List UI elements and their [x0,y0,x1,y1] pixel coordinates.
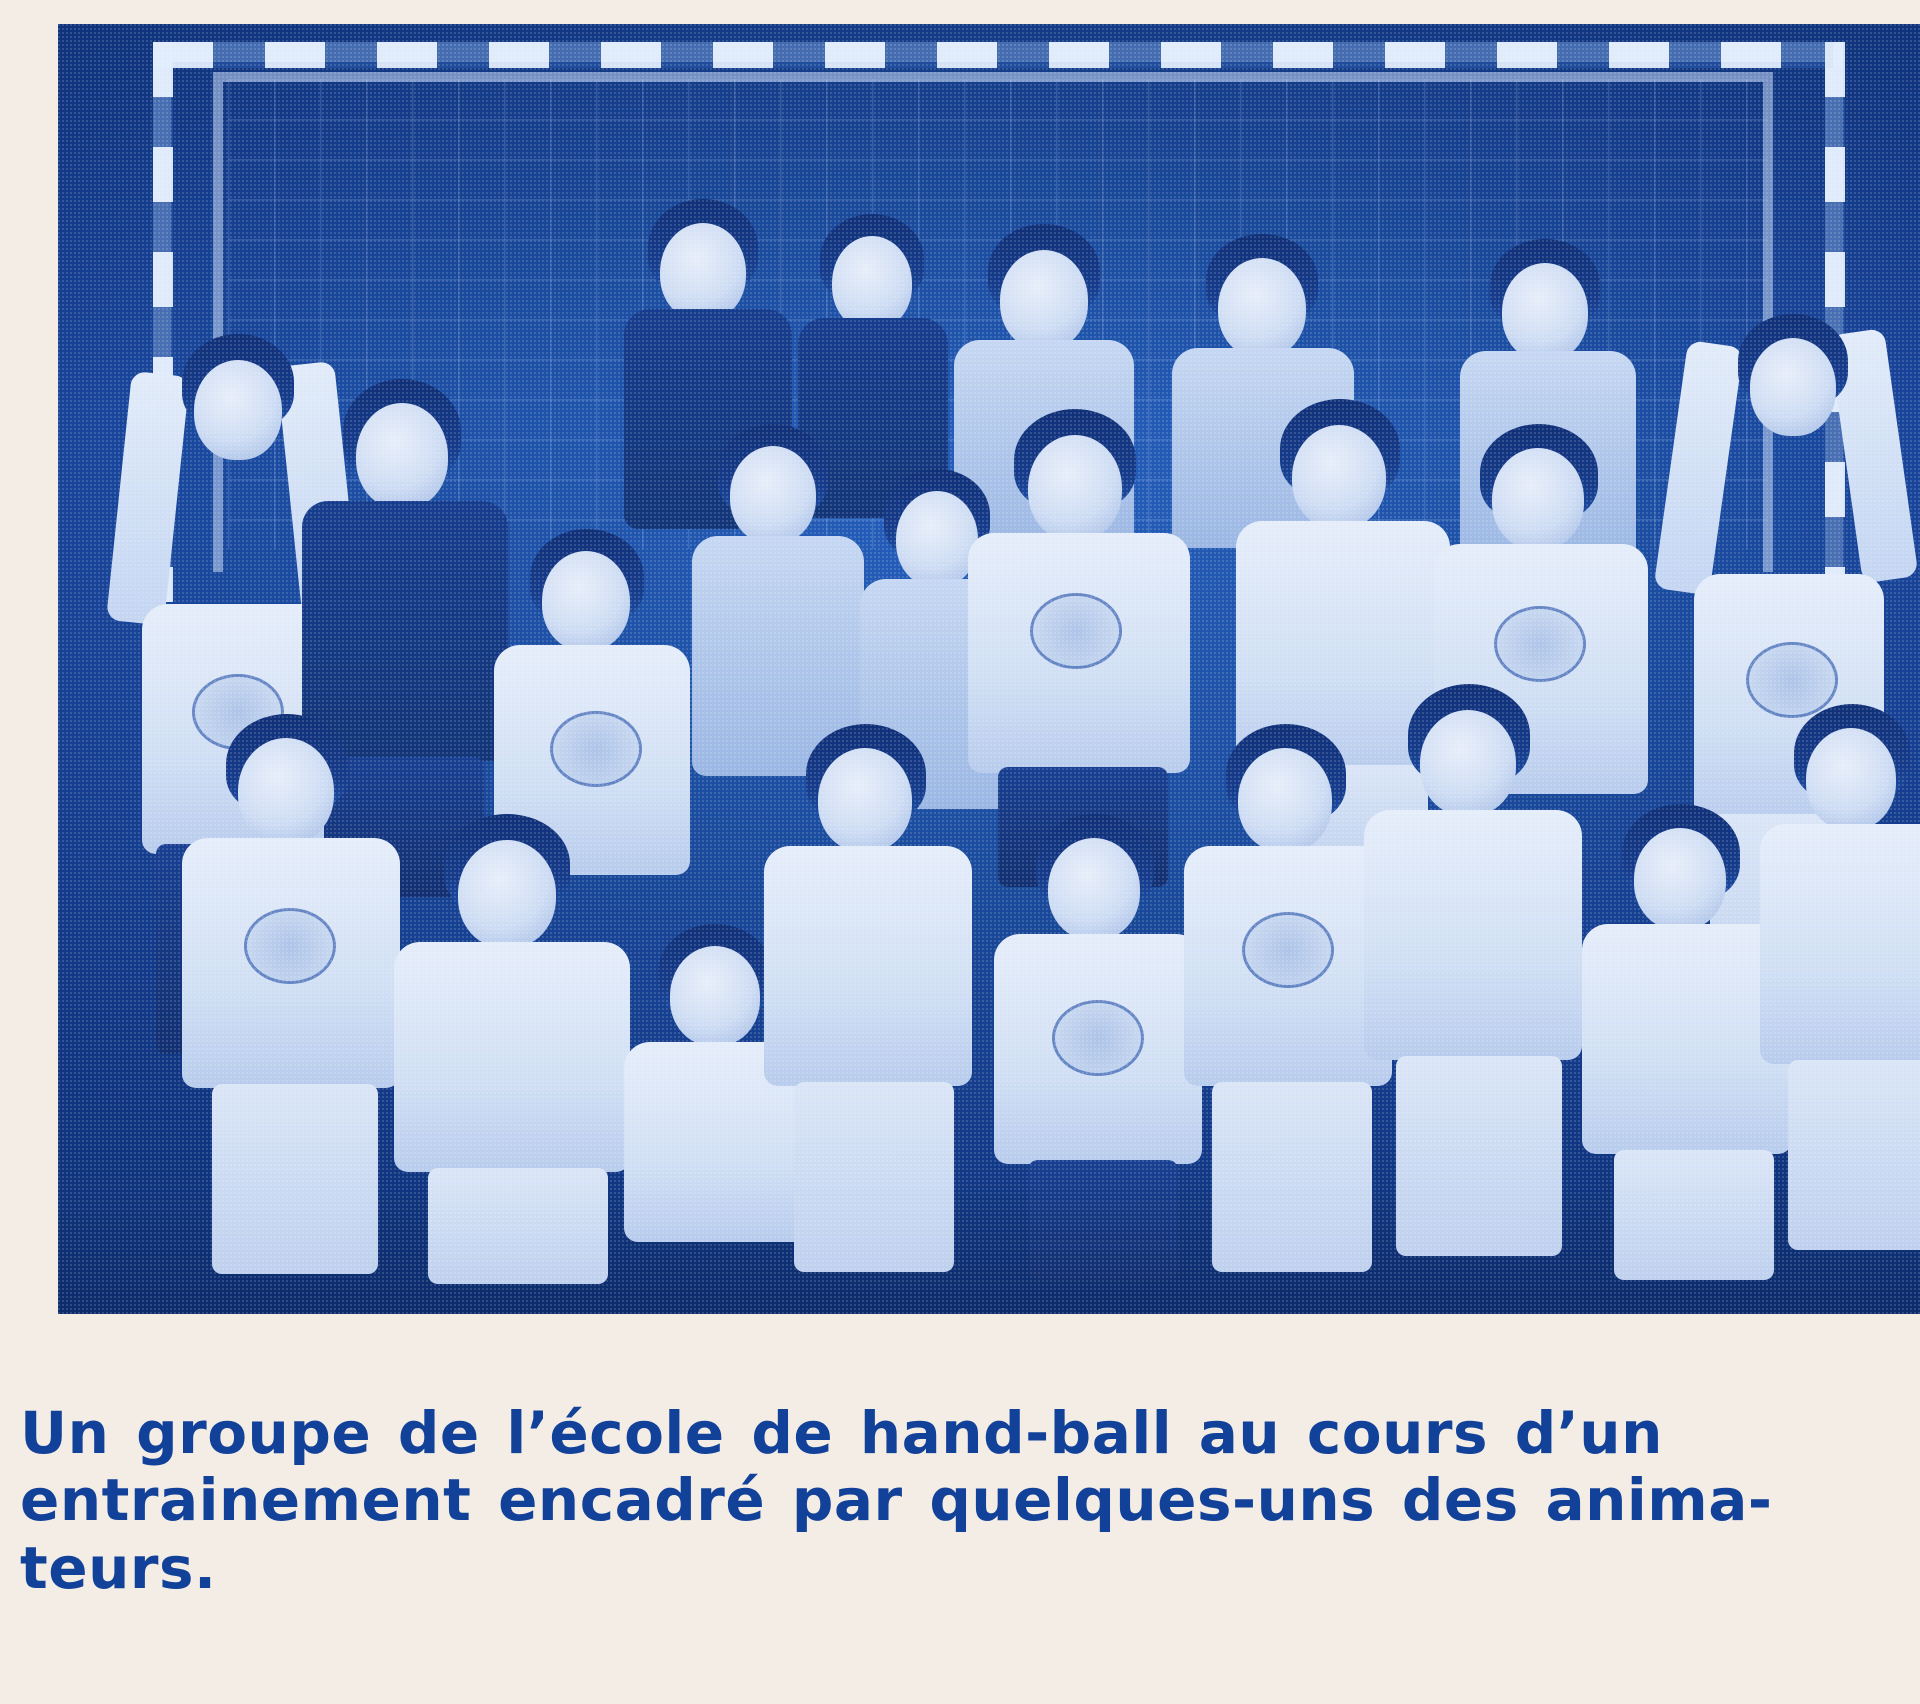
torso-shape [394,942,630,1172]
torso-shape [994,934,1202,1164]
legs-shape [1788,1060,1920,1250]
shirt-logo [1242,912,1334,988]
torso-shape [182,838,400,1088]
head-shape [1750,338,1836,436]
legs-shape [1212,1082,1372,1272]
shirt-logo [1052,1000,1144,1076]
person-front-7 [1358,684,1588,1284]
shirt-logo [244,908,336,984]
head-shape [1492,448,1584,550]
head-shape [1806,728,1896,830]
head-shape [238,738,334,844]
person-front-5 [988,814,1208,1284]
torso-shape [1364,810,1582,1060]
photo-caption [20,1400,1890,1602]
head-shape [1218,258,1306,358]
shirt-logo [1030,593,1122,669]
head-shape [1048,838,1140,940]
group-photo-figure [58,24,1920,1324]
legs-shape [212,1084,378,1274]
head-shape [194,360,282,460]
torso-shape [968,533,1190,773]
caption-line-1: Un groupe de l’école de hand-ball au cours d’un [20,1399,1663,1467]
legs-shape [1396,1056,1562,1256]
head-shape [818,748,912,852]
legs-shape [428,1168,608,1284]
person-front-4 [758,724,978,1284]
person-front-9 [1758,704,1920,1274]
shirt-logo [550,711,642,787]
arm-shape [1653,340,1743,595]
caption-line-2: entrainement encadré par quelques-uns des anima- [20,1466,1773,1535]
person-front-1 [178,714,408,1274]
caption-line-3: teurs. [20,1533,217,1602]
head-shape [1238,748,1332,852]
head-shape [730,446,816,544]
torso-shape [764,846,972,1086]
head-shape [1292,425,1386,529]
arm-shape [106,371,190,626]
torso-shape [1760,824,1920,1064]
group-photo [58,24,1920,1314]
head-shape [356,403,448,509]
person-front-2 [388,814,638,1284]
legs-shape [1614,1150,1774,1280]
head-shape [660,223,746,321]
head-shape [1634,828,1726,930]
head-shape [1000,250,1088,350]
head-shape [1420,710,1516,816]
head-shape [1028,435,1122,541]
shirt-logo [1494,606,1586,682]
legs-shape [1028,1160,1178,1280]
head-shape [458,840,556,948]
head-shape [832,236,912,330]
goal-crossbar [153,42,1843,68]
legs-shape [794,1082,954,1272]
head-shape [1502,263,1588,361]
head-shape [670,946,760,1046]
head-shape [542,551,630,651]
photo-content [58,24,1920,1314]
